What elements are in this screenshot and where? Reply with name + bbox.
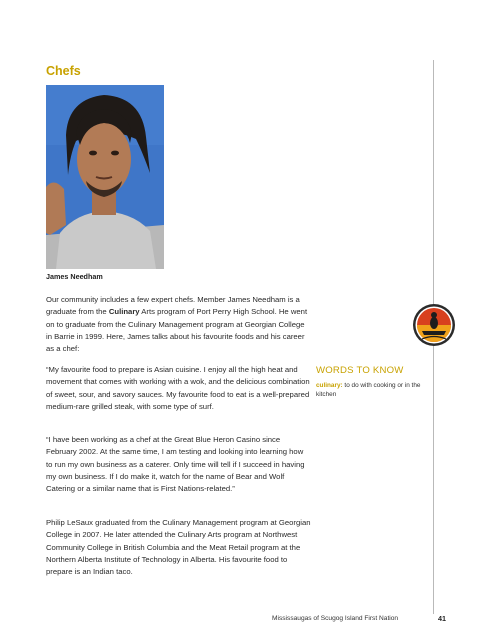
first-nation-emblem-icon [412,303,456,347]
words-to-know-heading: WORDS TO KNOW [316,365,404,376]
quote-paragraph-food [46,364,311,413]
lesaux-text: Philip LeSaux graduated from the Culinary Management program at Georgian College in 2007. He later attended the Culinary Arts program at Northwest Community College in British Columbia and the Meat Retail program at the Northern Alberta Institute of Technology in Alberta. His favourite food to prepare is an Indian taco. [46,518,311,577]
intro-text-start: Our community includes a few expert chefs. Member James Needham is a graduate from the [46,295,300,317]
footer-title: Mississaugas of Scugog Island First Nation [272,615,399,622]
chef-photo [46,85,164,269]
quote-career-text: “I have been working as a chef at the Great Blue Heron Casino since February 2002. At the same time, I am testing and looking into learning how to run my own business as a caterer. Only time will tell if I succeed in having my own business. If I do make it, watch for the name of Bear and Wolf Catering or a similar name that is First Nations-related.” [46,435,305,494]
lesaux-paragraph [46,517,311,578]
quote-paragraph-career [46,434,311,495]
page-number: 41 [438,614,446,623]
section-heading: Chefs [46,64,81,78]
culinary-keyword: Culinary [108,307,140,317]
glossary-term: culinary: [316,382,343,389]
intro-paragraph [46,294,311,355]
quote-food-text: “My favourite food to prepare is Asian cuisine. I enjoy all the high heat and movement that comes with working with a wok, and the delicious combination of sweet, sour, and savory sauces. My favourite food to eat is a well-prepared medium-rare grilled steak, with some type of surf. [46,365,310,411]
photo-caption: James Needham [46,272,103,281]
intro-text-end: Arts program of Port Perry High School. He went on to graduate from the Culinary Management program at Georgian College in Barrie in 1999. Here, James talks about his favourite foods and his career as a chef: [46,307,308,354]
glossary-definition: to do with cooking or in the kitchen [316,382,421,398]
words-to-know-definition [316,381,428,399]
